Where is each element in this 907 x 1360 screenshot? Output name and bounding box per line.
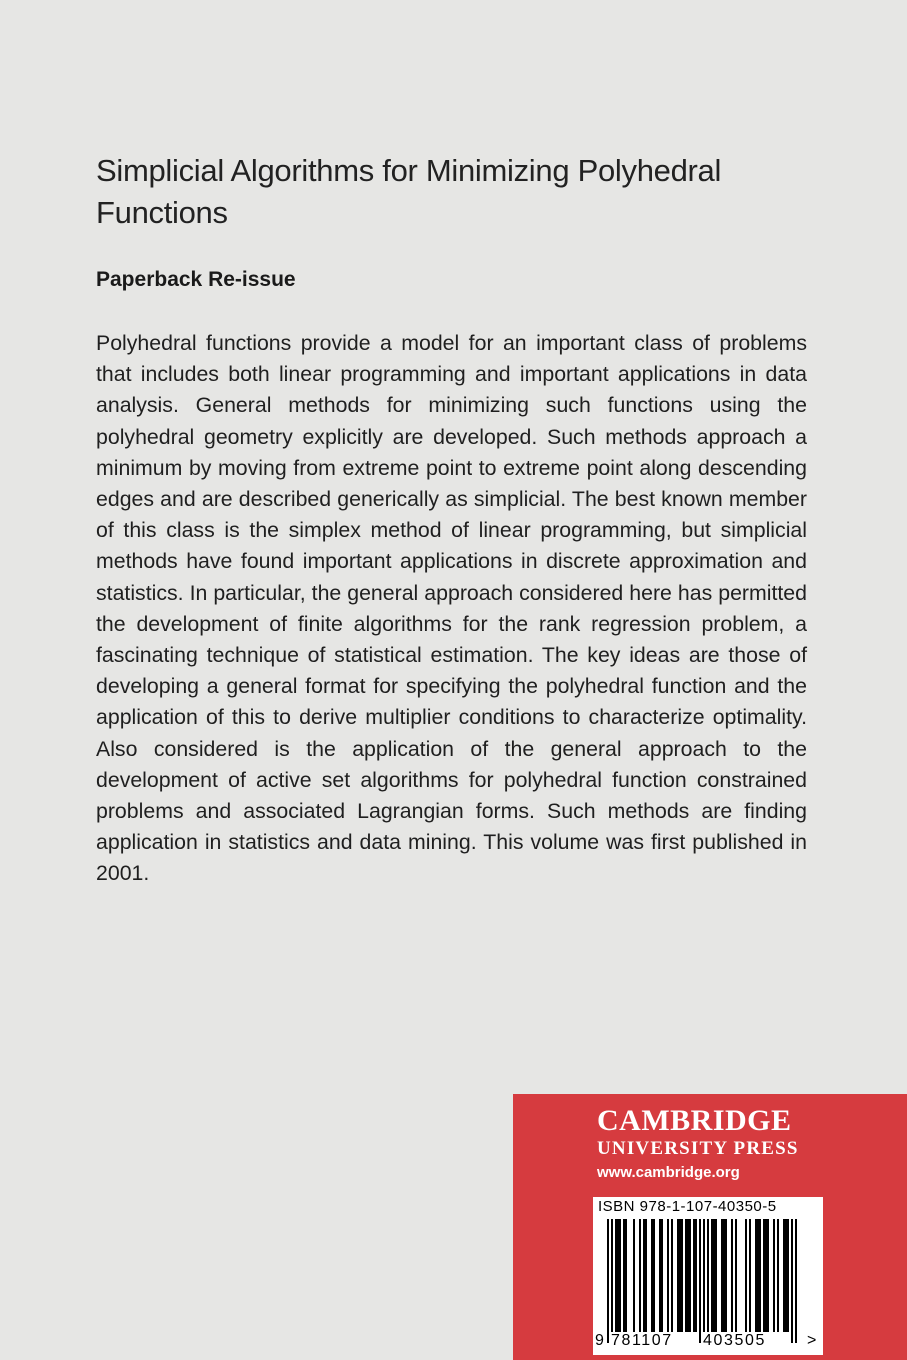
- barcode-bar: [639, 1219, 641, 1332]
- barcode-bar: [731, 1219, 733, 1332]
- barcode-bar: [619, 1219, 621, 1332]
- barcode-bar: [695, 1219, 697, 1332]
- barcode-bar: [777, 1219, 779, 1332]
- barcode-bar: [791, 1219, 793, 1343]
- barcode-bar: [763, 1219, 765, 1332]
- barcode-bar: [679, 1219, 681, 1332]
- barcode-bar: [723, 1219, 725, 1332]
- barcode-bar: [783, 1219, 785, 1332]
- barcode-bar: [715, 1219, 717, 1332]
- publisher-panel: [513, 1094, 907, 1360]
- barcode-left-digits: 781107: [611, 1332, 673, 1349]
- publisher-url: www.cambridge.org: [597, 1164, 740, 1181]
- barcode-bar: [689, 1219, 691, 1332]
- barcode-bar: [615, 1219, 617, 1332]
- barcode-bar: [611, 1219, 613, 1343]
- barcode-bar: [651, 1219, 653, 1332]
- barcode-right-digits: 403505: [703, 1332, 766, 1349]
- barcode-bar: [711, 1219, 713, 1332]
- barcode-bar: [787, 1219, 789, 1332]
- barcode-bar: [681, 1219, 683, 1332]
- barcode-bar: [659, 1219, 661, 1332]
- barcode-bar: [667, 1219, 669, 1332]
- barcode-bar: [725, 1219, 727, 1332]
- barcode-bar: [671, 1219, 673, 1332]
- barcode-bar: [773, 1219, 775, 1332]
- barcode-bar: [735, 1219, 737, 1332]
- barcode-bar: [645, 1219, 647, 1332]
- barcode-arrow: >: [807, 1332, 817, 1349]
- isbn-barcode: [593, 1197, 823, 1355]
- barcode-bar: [607, 1219, 609, 1343]
- barcode-bar: [693, 1219, 695, 1332]
- barcode-bar: [745, 1219, 747, 1332]
- barcode-bar: [677, 1219, 679, 1332]
- book-description: Polyhedral functions provide a model for an important class of problems that includes both linear programming and important applications in data analysis. General methods for minimizing such functions using the polyhedral geometry explicitly are developed. Such methods approach a minimum by moving from extreme point to extreme point along descending edges and are described generically as simplicial. The best known member of this class is the simplex method of linear programming, but simplicial methods have found important applications in discrete approximation and statistics. In particular, the general approach considered here has permitted the development of finite algorithms for the rank regression problem, a fascinating technique of statistical estimation. The key ideas are those of developing a general format for specifying the polyhedral function and the application of this to derive multiplier conditions to characterize optimality. Also considered is the application of the general approach to the development of active set algorithms for polyhedral function constrained problems and associated Lagrangian forms. Such methods are finding application in statistics and data mining. This volume was first published in 2001.: [96, 331, 807, 886]
- publisher-name: CAMBRIDGE: [597, 1104, 792, 1137]
- barcode-bar: [643, 1219, 645, 1332]
- barcode-first-digit: 9: [595, 1332, 604, 1349]
- barcode-bar: [721, 1219, 723, 1332]
- barcode-bar: [623, 1219, 625, 1332]
- barcode-bar: [617, 1219, 619, 1332]
- barcode-bar: [653, 1219, 655, 1332]
- barcode-bar: [687, 1219, 689, 1332]
- barcode-bar: [707, 1219, 709, 1332]
- barcode-digits: [593, 1332, 823, 1352]
- barcode-bar: [699, 1219, 701, 1343]
- book-title: Simplicial Algorithms for Minimizing Polyhedral Functions: [96, 153, 722, 230]
- barcode-bar: [749, 1219, 751, 1332]
- publisher-press: UNIVERSITY PRESS: [597, 1138, 799, 1159]
- barcode-bar: [765, 1219, 767, 1332]
- barcode-bar: [703, 1219, 705, 1343]
- barcode-bar: [785, 1219, 787, 1332]
- barcode-bar: [757, 1219, 759, 1332]
- barcode-bar: [713, 1219, 715, 1332]
- barcode-bar: [661, 1219, 663, 1332]
- barcode-bar: [759, 1219, 761, 1332]
- edition-subtitle: Paperback Re-issue: [96, 268, 296, 291]
- isbn-label: ISBN 978-1-107-40350-5: [598, 1198, 777, 1215]
- barcode-bar: [633, 1219, 635, 1332]
- barcode-bar: [795, 1219, 797, 1343]
- barcode-bar: [625, 1219, 627, 1332]
- barcode-bar: [767, 1219, 769, 1332]
- barcode-bar: [685, 1219, 687, 1332]
- barcode-bar: [755, 1219, 757, 1332]
